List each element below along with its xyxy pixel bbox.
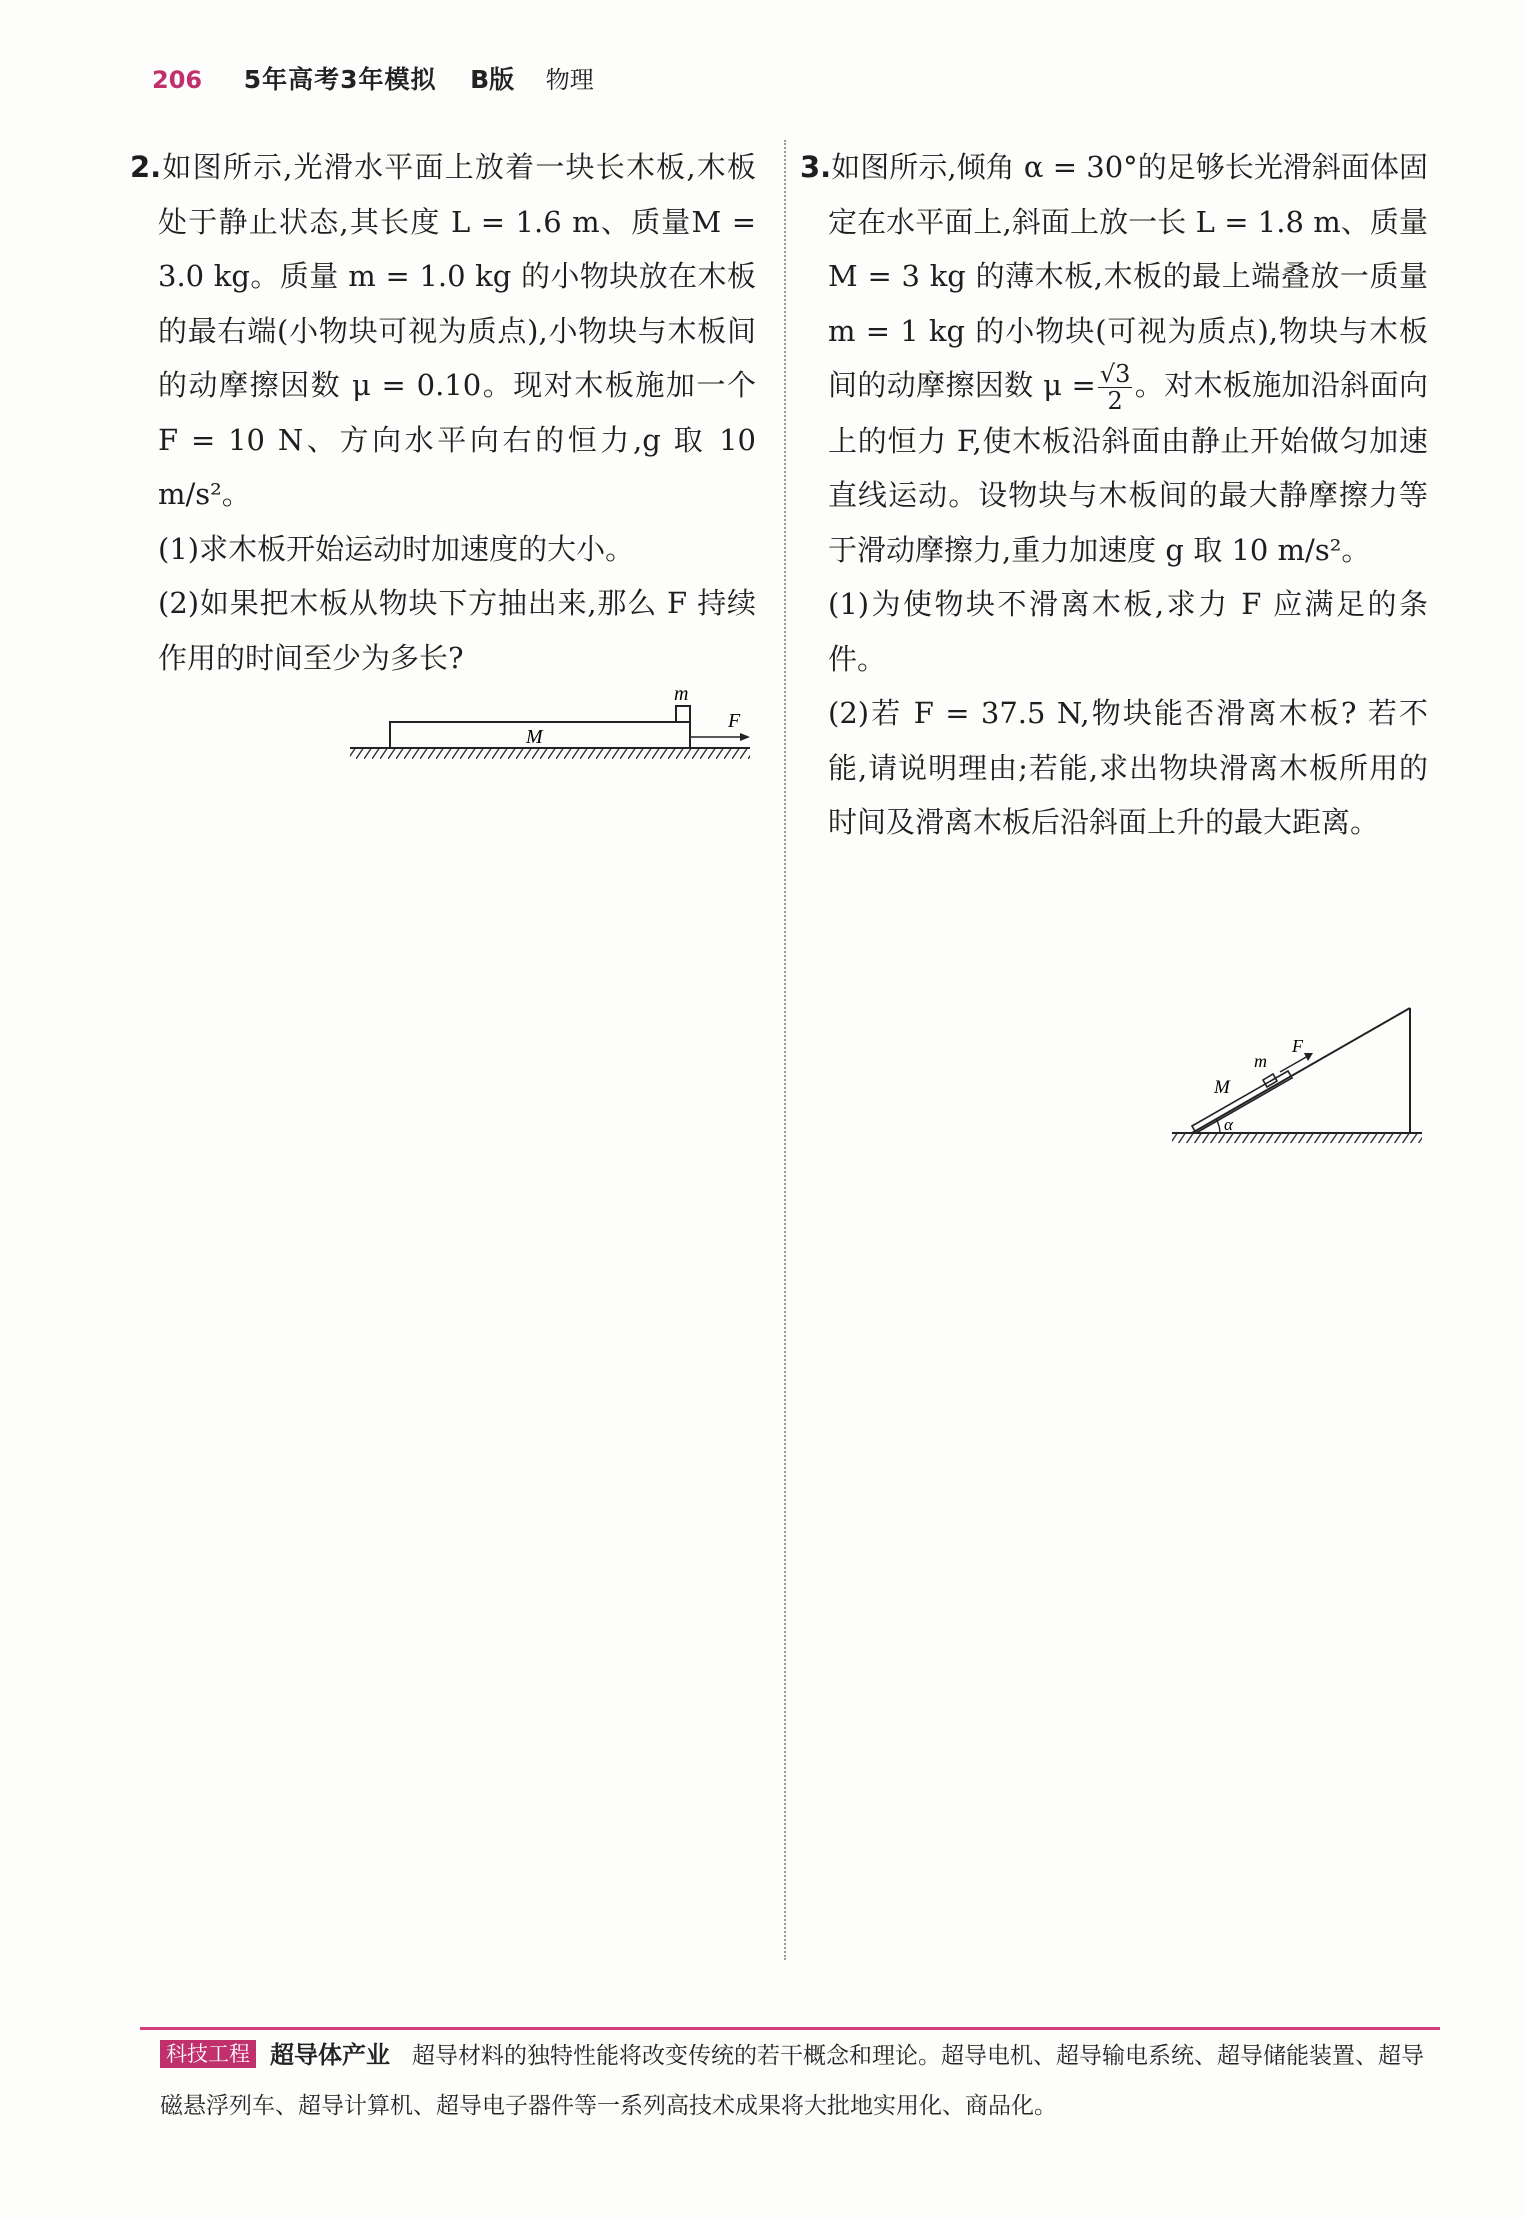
label-M: M [526, 726, 543, 748]
page-number: 206 [152, 66, 203, 94]
question-2-figure [340, 675, 760, 775]
subject-label: 物理 [545, 66, 594, 94]
footer-note [160, 2030, 1430, 2131]
mu-denominator: 2 [1107, 386, 1123, 415]
question-3 [800, 140, 1428, 850]
question-2-part-1: (1)求木板开始运动时加速度的大小。 [158, 531, 635, 566]
ground-hatch [350, 748, 750, 759]
question-2 [130, 140, 756, 685]
question-2-number: 2. [130, 150, 162, 184]
footer-tag: 科技工程 [160, 2040, 256, 2068]
question-2-stem [130, 140, 756, 522]
column-divider [784, 140, 786, 1960]
ground-hatch [1172, 1133, 1422, 1143]
question-2-stem-text: 如图所示,光滑水平面上放着一块长木板,木板处于静止状态,其长度 L = 1.6 m、质量M = 3.0 kg。质量 m = 1.0 kg 的小物块放在木板的最右端(小物块可视为质点),小物块与木板间的动摩擦因数 μ = 0.10。现对木板施加一个 F = 10 N、方向水平向右的恒力,g 取 10 m/s²。 [158, 150, 756, 511]
label-alpha: α [1224, 1115, 1233, 1134]
book-title: 5年高考3年模拟 [243, 65, 437, 94]
question-3-figure [1170, 1000, 1430, 1150]
label-F: F [728, 710, 741, 732]
label-F: F [1292, 1036, 1303, 1056]
force-arrow-head [740, 733, 750, 741]
question-3-part-2: (2)若 F = 37.5 N,物块能否滑离木板? 若不能,请说明理由;若能,求出物块滑离木板所用的时间及滑离木板后沿斜面上升的最大距离。 [828, 696, 1428, 839]
question-3-number: 3. [800, 150, 832, 184]
question-2-part-2: (2)如果把木板从物块下方抽出来,那么 F 持续作用的时间至少为多长? [158, 586, 756, 675]
question-3-part-1: (1)为使物块不滑离木板,求力 F 应满足的条件。 [828, 587, 1428, 676]
page-header [152, 60, 594, 96]
label-m: m [1254, 1051, 1267, 1071]
small-block [676, 706, 690, 722]
footer-text: 超导材料的独特性能将改变传统的若干概念和理论。超导电机、超导输电系统、超导储能装置、超导磁悬浮列车、超导计算机、超导电子器件等一系列高技术成果将大批地实用化、商品化。 [160, 2043, 1424, 2119]
mu-fraction [1098, 361, 1133, 414]
question-3-stem [800, 140, 1428, 577]
mu-numerator: √3 [1099, 359, 1131, 388]
footer-title: 超导体产业 [270, 2041, 390, 2069]
question-3-stem-a: 如图所示,倾角 α = 30°的足够长光滑斜面体固定在水平面上,斜面上放一长 L = 1.8 m、质量 M = 3 kg 的薄木板,木板的最上端叠放一质量 m = 1 kg 的小物块(可视为质点),物块与木板间的动摩擦因数 μ = [828, 150, 1428, 402]
label-M: M [1214, 1077, 1230, 1098]
question-3-stem-b: 。对木板施加沿斜面向上的恒力 F,使木板沿斜面由静止开始做匀加速直线运动。设物块与木板间的最大静摩擦力等于滑动摩擦力,重力加速度 g 取 10 m/s²。 [828, 368, 1428, 567]
label-m: m [674, 683, 689, 705]
book-version: B版 [470, 65, 515, 94]
